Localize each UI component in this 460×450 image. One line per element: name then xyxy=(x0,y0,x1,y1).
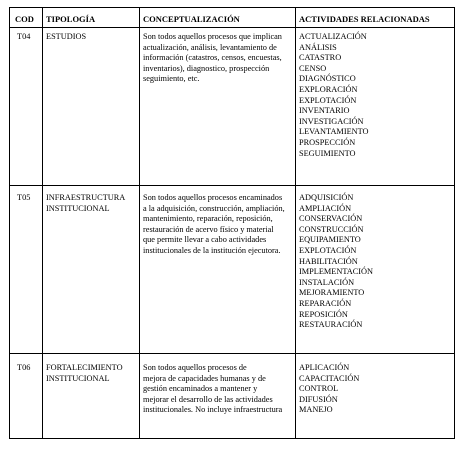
actividad-item: APLICACIÓN xyxy=(299,363,350,372)
row-cod: T04 xyxy=(17,32,31,41)
concepto-line: restauración de acervo físico y material xyxy=(143,224,274,234)
actividad-item: CENSO xyxy=(299,63,327,73)
tipologia-line: INSTITUCIONAL xyxy=(46,373,110,383)
concepto-line: información (catastros, censos, encuestas, xyxy=(143,53,282,63)
actividad-item: HABILITACIÓN xyxy=(299,256,358,266)
actividad-item: EXPLORACIÓN xyxy=(299,84,358,94)
concepto-line: gestión encaminados a mantener y xyxy=(143,384,258,394)
typology-table xyxy=(9,7,455,439)
actividad-item: ANÁLISIS xyxy=(299,42,337,52)
actividad-item: CATASTRO xyxy=(299,53,342,63)
row-actividades xyxy=(299,193,373,331)
actividad-item: INVESTIGACIÓN xyxy=(299,116,364,126)
concepto-line: que permite llevar a cabo actividades xyxy=(143,235,267,245)
concepto-line: institucionales de la institución ejecutora. xyxy=(143,245,281,255)
actividad-item: PROSPECCIÓN xyxy=(299,137,356,147)
actividad-item: RESTAURACIÓN xyxy=(299,320,363,330)
table-border-top xyxy=(9,7,455,8)
row-tipologia xyxy=(46,32,86,43)
concepto-line: mantenimiento, reparación, reposición, xyxy=(143,214,273,224)
concepto-line: institucionales. No incluye infraestructura xyxy=(143,405,283,415)
actividad-item: SEGUIMIENTO xyxy=(299,148,356,158)
column-divider xyxy=(295,7,296,439)
actividad-item: LEVANTAMIENTO xyxy=(299,127,369,137)
table-border-bottom xyxy=(9,438,455,439)
actividad-item: IMPLEMENTACIÓN xyxy=(299,267,374,277)
row-concepto xyxy=(143,32,282,85)
actividad-item: INVENTARIO xyxy=(299,106,350,116)
actividad-item: EXPLOTACIÓN xyxy=(299,95,357,105)
row-actividades xyxy=(299,32,369,159)
actividad-item: ACTUALIZACIÓN xyxy=(299,32,367,41)
concepto-line: Son todos aquellos procesos encaminados xyxy=(143,193,283,202)
actividad-item: MANEJO xyxy=(299,405,333,415)
row-divider xyxy=(9,353,455,354)
tipologia-line: INSTITUCIONAL xyxy=(46,203,110,213)
concepto-line: seguimiento, etc. xyxy=(143,74,200,84)
concepto-line: a la adquisición, construcción, ampliación, xyxy=(143,203,285,213)
tipologia-line: FORTALECIMIENTO xyxy=(46,363,123,372)
header-conceptualizacion: CONCEPTUALIZACIÓN xyxy=(143,14,240,24)
row-concepto xyxy=(143,193,285,257)
actividad-item: AMPLIACIÓN xyxy=(299,203,352,213)
header-tipologia: TIPOLOGÍA xyxy=(46,14,96,24)
row-cod: T05 xyxy=(17,193,31,202)
actividad-item: CONSERVACIÓN xyxy=(299,214,363,224)
actividad-item: REPOSICIÓN xyxy=(299,309,348,319)
actividad-item: DIFUSIÓN xyxy=(299,394,338,404)
header-cod: COD xyxy=(15,14,34,24)
row-concepto xyxy=(143,363,282,416)
concepto-line: Son todos aquellos procesos de xyxy=(143,363,247,372)
actividad-item: CAPACITACIÓN xyxy=(299,373,360,383)
column-divider xyxy=(42,7,43,439)
row-actividades xyxy=(299,363,359,416)
row-cod: T06 xyxy=(17,363,31,372)
actividad-item: INSTALACIÓN xyxy=(299,277,355,287)
actividad-item: ADQUISICIÓN xyxy=(299,193,354,202)
table-border-left xyxy=(9,7,10,439)
header-divider xyxy=(9,27,455,28)
row-tipologia xyxy=(46,193,125,214)
actividad-item: EXPLOTACIÓN xyxy=(299,245,357,255)
row-tipologia xyxy=(46,363,123,384)
column-divider xyxy=(139,7,140,439)
actividad-item: DIAGNÓSTICO xyxy=(299,74,356,84)
table-border-right xyxy=(454,7,455,439)
concepto-line: Son todos aquellos procesos que implican xyxy=(143,32,282,41)
concepto-line: mejora de capacidades humanas y de xyxy=(143,373,266,383)
header-actividades: ACTIVIDADES RELACIONADAS xyxy=(299,14,430,24)
concepto-line: actualización, análisis, levantamiento de xyxy=(143,42,277,52)
actividad-item: CONSTRUCCIÓN xyxy=(299,224,364,234)
tipologia-line: INFRAESTRUCTURA xyxy=(46,193,126,202)
concepto-line: mejorar el desarrollo de las actividades xyxy=(143,394,273,404)
actividad-item: MEJORAMIENTO xyxy=(299,288,365,298)
actividad-item: CONTROL xyxy=(299,384,339,394)
actividad-item: EQUIPAMIENTO xyxy=(299,235,361,245)
concepto-line: inventarios), diagnostico, prospección xyxy=(143,63,270,73)
actividad-item: REPARACIÓN xyxy=(299,298,352,308)
tipologia-line: ESTUDIOS xyxy=(46,32,87,41)
row-divider xyxy=(9,185,455,186)
